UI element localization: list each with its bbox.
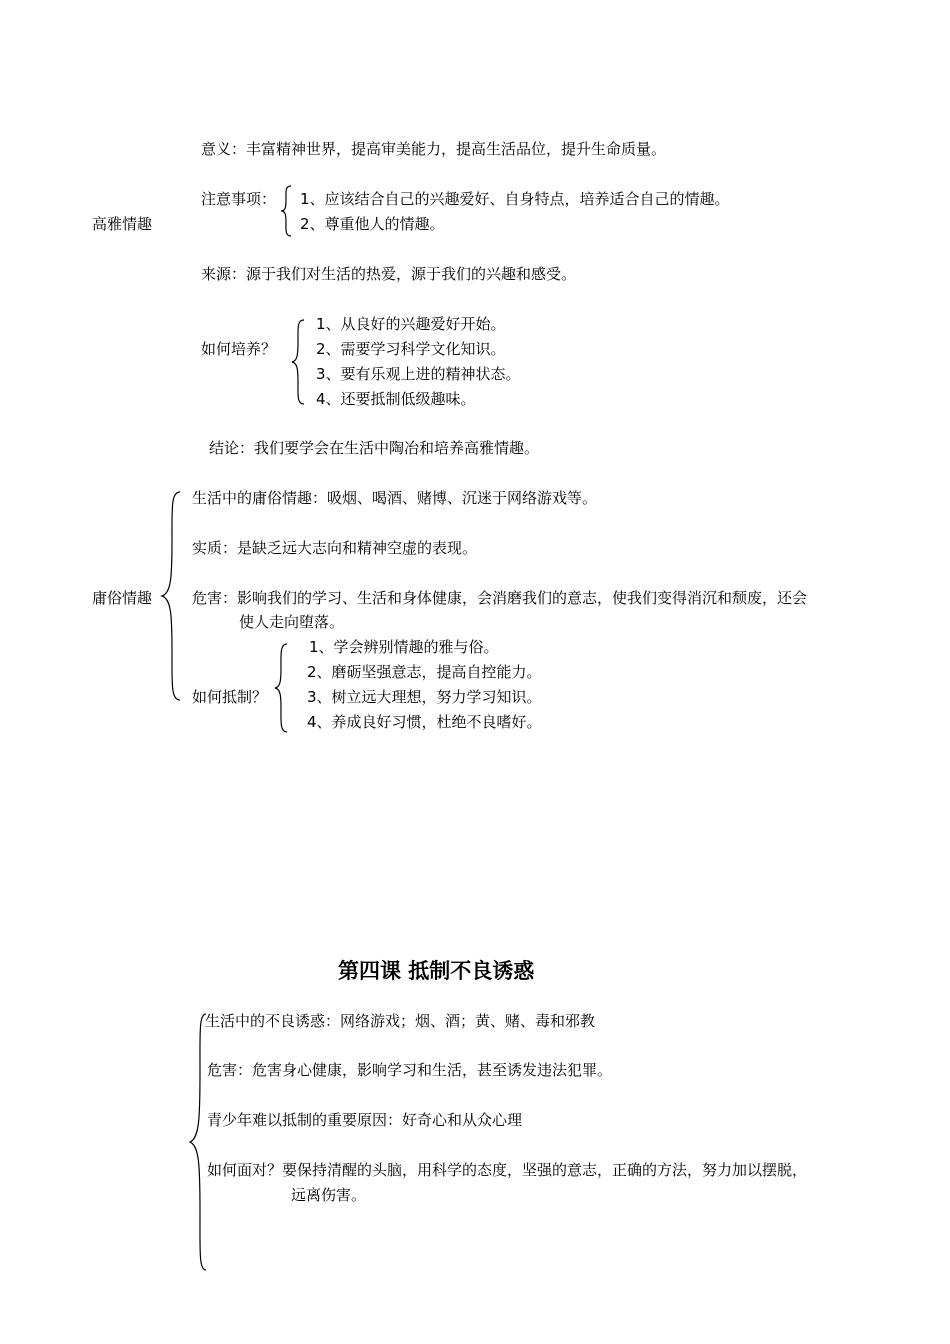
conclusion-text: 结论：我们要学会在生活中陶冶和培养高雅情趣。 [209,439,540,457]
how-to-face-text-continued: 远离伤害。 [291,1186,367,1204]
cultivate-item: 3、要有乐观上进的精神状态。 [316,365,521,383]
harm-text-continued: 使人走向堕落。 [239,613,345,631]
resist-item: 1、学会辨别情趣的雅与俗。 [309,638,499,656]
reason-text: 青少年难以抵制的重要原因：好奇心和从众心理 [207,1111,523,1129]
attention-item: 1、应该结合自己的兴趣爱好、自身特点，培养适合自己的情趣。 [300,190,730,208]
section-label-vulgar: 庸俗情趣 [92,589,153,607]
source-text: 来源：源于我们对生活的热爱，源于我们的兴趣和感受。 [201,265,577,283]
section-label-elegant: 高雅情趣 [92,215,153,233]
resist-item: 3、树立远大理想，努力学习知识。 [307,688,542,706]
attention-brace [280,184,294,238]
how-to-cultivate-brace [291,318,307,406]
resist-item: 2、磨砺坚强意志，提高自控能力。 [307,663,542,681]
meaning-text: 意义：丰富精神世界，提高审美能力，提高生活品位，提升生命质量。 [201,140,667,158]
cultivate-item: 2、需要学习科学文化知识。 [316,340,506,358]
lesson4-brace [188,1012,210,1272]
harm-text: 危害：影响我们的学习、生活和身体健康，会消磨我们的意志，使我们变得消沉和颓废，还会 [192,589,808,607]
temptations-text: 生活中的不良诱惑：网络游戏；烟、酒；黄、赌、毒和邪教 [205,1012,596,1030]
vulgar-brace [160,490,184,702]
how-to-cultivate-label: 如何培养？ [201,340,277,358]
cultivate-item: 4、还要抵制低级趣味。 [316,390,476,408]
temptation-harm-text: 危害：危害身心健康，影响学习和生活，甚至诱发违法犯罪。 [207,1061,613,1079]
resist-item: 4、养成良好习惯，杜绝不良嗜好。 [307,713,542,731]
essence-text: 实质：是缺乏远大志向和精神空虚的表现。 [192,539,478,557]
how-to-resist-label: 如何抵制？ [192,688,268,706]
lesson-title: 第四课 抵制不良诱惑 [338,959,535,983]
attention-label: 注意事项： [201,190,277,208]
how-to-face-text: 如何面对？要保持清醒的头脑，用科学的态度，坚强的意志，正确的方法，努力加以摆脱， [207,1161,808,1179]
attention-item: 2、尊重他人的情趣。 [300,215,445,233]
cultivate-item: 1、从良好的兴趣爱好开始。 [316,315,506,333]
vulgar-examples-text: 生活中的庸俗情趣：吸烟、喝酒、赌博、沉迷于网络游戏等。 [192,489,598,507]
how-to-resist-brace [274,642,290,734]
